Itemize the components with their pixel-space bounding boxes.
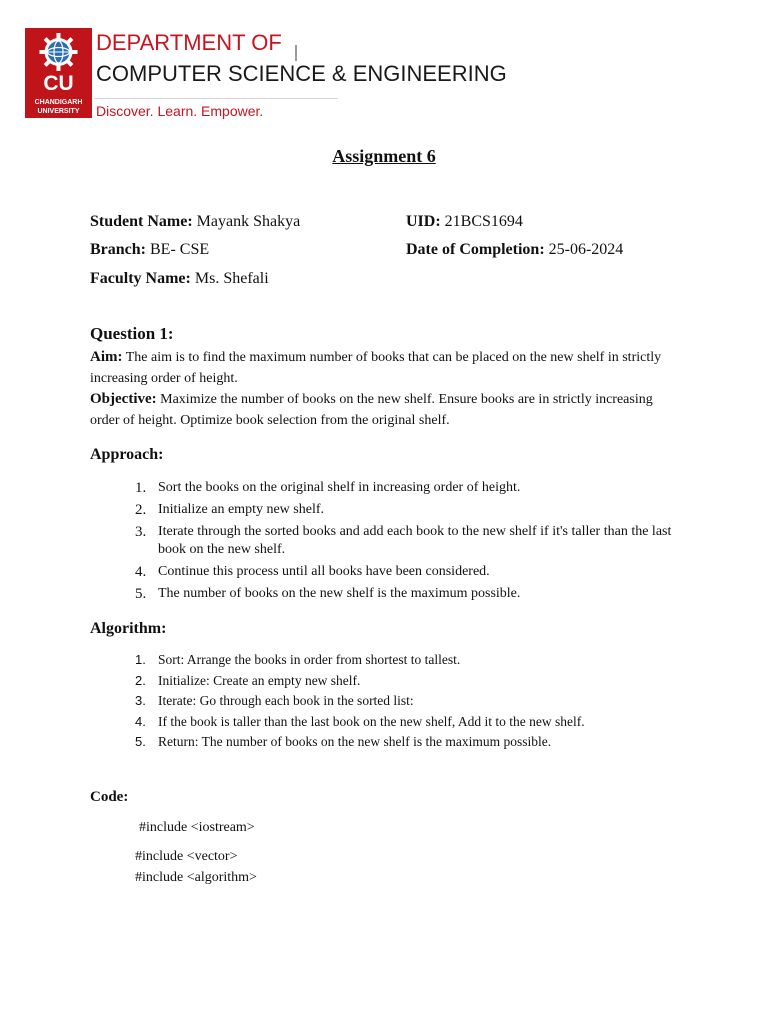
algorithm-heading: Algorithm: (90, 620, 167, 637)
list-item (90, 523, 680, 559)
list-item-text: Sort: Arrange the books in order from shortest to tallest. (158, 652, 461, 667)
header-divider (94, 98, 338, 99)
list-item-text: The number of books on the new shelf is the maximum possible. (158, 586, 521, 601)
list-item-number: 5. (135, 734, 146, 749)
branch-row (90, 241, 209, 259)
list-item-number: 2. (135, 502, 147, 518)
code-line: #include <iostream> (139, 820, 255, 835)
uid-label: UID: (406, 213, 441, 230)
logo-university-line1: CHANDIGARH (34, 99, 83, 106)
list-item-text: Continue this process until all books have been considered. (158, 564, 490, 579)
list-item-text: Initialize an empty new shelf. (158, 502, 324, 517)
faculty-row (90, 270, 269, 288)
algorithm-list (90, 650, 690, 753)
list-item-number: 4. (135, 564, 147, 580)
objective-label: Objective: (90, 391, 157, 407)
logo-university-line2: UNIVERSITY (37, 108, 80, 115)
faculty-value: Ms. Shefali (194, 270, 269, 287)
list-item-number: 2. (135, 672, 146, 688)
code-heading: Code: (90, 789, 129, 805)
list-item-text: Iterate: Go through each book in the sorted list: (158, 693, 414, 708)
list-item (90, 479, 680, 497)
approach-list (90, 479, 680, 603)
aim-paragraph (90, 347, 680, 389)
list-item (90, 671, 690, 692)
branch-label: Branch: (90, 241, 146, 258)
aim-text: The aim is to find the maximum number of books that can be placed on the new shelf in strictly increasing order of height. (90, 350, 662, 386)
list-item-text: Sort the books on the original shelf in increasing order of height. (158, 480, 521, 495)
objective-text: Maximize the number of books on the new shelf. Ensure books are in strictly increasing order of height. Optimize book selection from the original shelf. (90, 392, 653, 428)
list-item-number: 4. (135, 713, 146, 729)
list-item (90, 650, 690, 671)
university-logo (25, 28, 92, 118)
list-item (90, 712, 690, 733)
list-item-number: 3. (135, 524, 147, 540)
assignment-title: Assignment 6 (332, 146, 436, 166)
list-item-number: 1. (135, 652, 146, 667)
uid-value: 21BCS1694 (444, 213, 523, 230)
student-name-label: Student Name: (90, 213, 193, 230)
student-name-value: Mayank Shakya (196, 213, 301, 230)
completion-date-row (406, 241, 623, 259)
logo-letters: CU (43, 72, 74, 95)
list-item-text: Iterate through the sorted books and add each book to the new shelf if it's taller than the last book on the new shelf. (158, 524, 672, 557)
objective-paragraph (90, 389, 680, 431)
completion-date-label: Date of Completion: (406, 241, 545, 258)
list-item (90, 732, 690, 753)
university-emblem-icon (25, 28, 92, 118)
question-heading: Question 1: (90, 324, 174, 343)
text-cursor-mark (295, 45, 297, 61)
department-line2: COMPUTER SCIENCE & ENGINEERING (96, 61, 507, 86)
branch-value: BE- CSE (150, 241, 210, 258)
department-line1: DEPARTMENT OF (96, 30, 282, 55)
list-item-number: 1. (135, 480, 147, 496)
list-item-text: Initialize: Create an empty new shelf. (158, 672, 361, 688)
completion-date-value: 25-06-2024 (548, 241, 624, 258)
code-line: #include <vector> (135, 849, 238, 864)
student-name-row (90, 213, 300, 231)
approach-heading: Approach: (90, 446, 164, 463)
list-item-number: 5. (135, 586, 147, 602)
list-item (90, 691, 690, 712)
list-item (90, 501, 680, 519)
list-item (90, 563, 680, 581)
tagline: Discover. Learn. Empower. (96, 103, 264, 119)
list-item-number: 3. (135, 693, 146, 708)
list-item-text: If the book is taller than the last book on the new shelf, Add it to the new shelf. (158, 713, 585, 729)
aim-label: Aim: (90, 349, 123, 365)
list-item (90, 585, 680, 603)
faculty-label: Faculty Name: (90, 270, 191, 287)
list-item-text: Return: The number of books on the new shelf is the maximum possible. (158, 734, 552, 749)
code-line: #include <algorithm> (135, 870, 257, 885)
uid-row (406, 213, 523, 231)
